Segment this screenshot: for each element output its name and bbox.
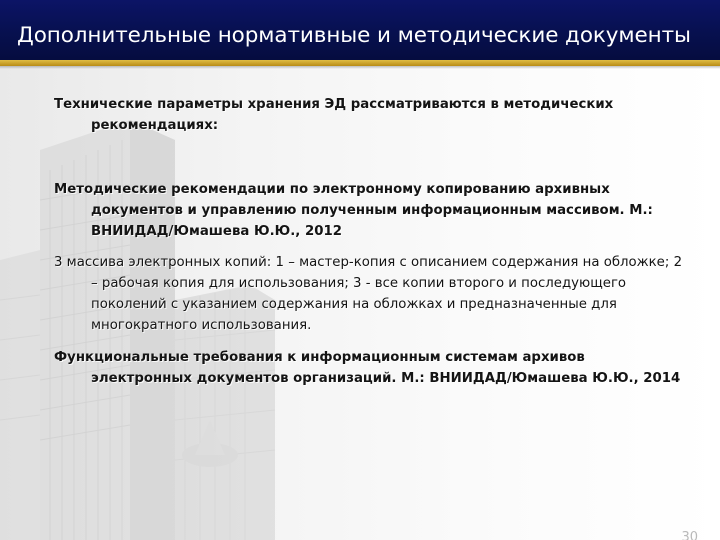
page-number: 30 [681,530,698,540]
divider-shadow [0,66,720,69]
paragraph-functional-requirements: Функциональные требования к информационным системам архивов электронных документов организаций. М.: ВНИИДАД/Юмашева Ю.Ю., 2014 [54,350,681,386]
paragraph-copying-recommendations: Методические рекомендации по электронному копированию архивных документов и управлению полученным информационным массивом. М.: ВНИИДАД/Юмашева Ю.Ю., 2012 [54,182,653,239]
slide-body [54,94,686,389]
title-bar [0,0,720,60]
paragraph-storage-parameters: Технические параметры хранения ЭД рассматриваются в методических рекомендациях: [54,97,614,133]
paragraph-copy-arrays: 3 массива электронных копий: 1 – мастер-копия с описанием содержания на обложке; 2 – рабочая копия для использования; 3 - все копии второго и последующего поколений с указанием содержания на обложках и предназначенные для многократного использования. [54,255,683,333]
slide-title: Дополнительные нормативные и методические документы [17,23,691,48]
